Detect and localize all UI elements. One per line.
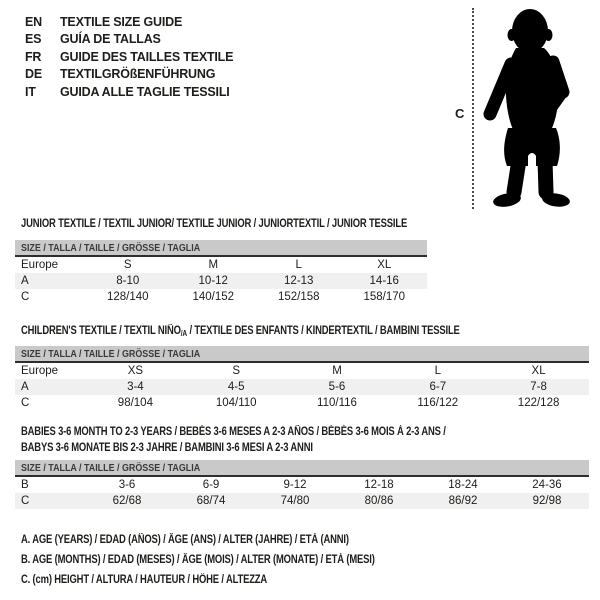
table-cell: 158/170: [363, 291, 406, 303]
table-row-height: [15, 493, 589, 509]
table-title-subscript: /A: [180, 329, 187, 338]
size-table-junior: [15, 240, 427, 305]
language-list: [25, 13, 233, 101]
table-cell: L: [295, 259, 302, 271]
table-cell: 128/140: [106, 291, 149, 303]
table-header-label: SIZE / TALLA / TAILLE / GRÖSSE / TAGLIA: [21, 461, 201, 474]
height-measure-line: [472, 8, 474, 209]
table-row-height: [15, 395, 589, 411]
table-row-europe: [15, 257, 427, 273]
table-cell: 86/92: [448, 495, 478, 507]
language-row-fr: [25, 48, 233, 66]
table-cell: 6-9: [202, 479, 220, 491]
table-cell: XL: [531, 365, 546, 377]
table-header-bar: [15, 460, 589, 475]
language-label: GUIDE DES TAILLES TEXTILE: [60, 49, 234, 64]
height-measure-label: C: [455, 106, 465, 121]
table-cell: 152/158: [277, 291, 320, 303]
table-title-text: BABIES 3-6 MONTH TO 2-3 YEARS / BEBÉS 3-6 MESES A 2-3 AÑOS / BÉBÉS 3-6 MOIS À 2-3 ANS /: [21, 426, 446, 438]
table-cell: 9-12: [283, 479, 307, 491]
row-label: B: [21, 479, 29, 491]
table-title-text: JUNIOR TEXTILE / TEXTIL JUNIOR/ TEXTILE JUNIOR / JUNIORTEXTIL / JUNIOR TESSILE: [21, 218, 408, 230]
table-cell: 122/128: [517, 397, 560, 409]
table-cell: S: [232, 365, 241, 377]
table-cell: 10-12: [198, 275, 228, 287]
table-cell: 104/110: [215, 397, 257, 409]
table-title-children: [21, 323, 460, 340]
size-table-children: [15, 346, 589, 411]
silhouette-head: [512, 9, 548, 53]
table-cell: 18-24: [448, 479, 478, 491]
table-header-bar: [15, 240, 427, 255]
table-row-age: [15, 379, 589, 395]
language-code: FR: [25, 49, 42, 64]
table-title-text: CHILDREN'S TEXTILE / TEXTIL NIÑO: [21, 325, 181, 337]
row-label: A: [21, 381, 29, 393]
language-code: IT: [25, 84, 36, 99]
legend-age-months: B. AGE (MONTHS) / EDAD (MESES) / ÂGE (MOIS) / ALTER (MONATE) / ETÀ (MESI): [21, 554, 375, 566]
table-row-height: [15, 289, 427, 305]
legend-height: C. (cm) HEIGHT / ALTURA / HAUTEUR / HÖHE / ALTEZZA: [21, 574, 268, 586]
table-title-text: / TEXTILE DES ENFANTS / KINDERTEXTIL / BAMBINI TESSILE: [186, 325, 460, 337]
table-cell: 8-10: [116, 275, 140, 287]
language-label: TEXTILGRÖßENFÜHRUNG: [60, 67, 216, 82]
table-cell: S: [123, 259, 132, 271]
language-row-de: [25, 66, 233, 84]
table-cell: M: [332, 365, 342, 377]
size-table-babies: [15, 460, 589, 509]
language-label: GUÍA DE TALLAS: [60, 32, 161, 47]
table-cell: L: [434, 365, 441, 377]
language-code: EN: [25, 14, 42, 29]
table-cell: 98/104: [117, 397, 153, 409]
table-cell: 6-7: [429, 381, 447, 393]
table-header-bar: [15, 346, 589, 361]
row-label: A: [21, 275, 29, 287]
language-label: GUIDA ALLE TAGLIE TESSILI: [60, 84, 230, 99]
table-cell: 3-6: [118, 479, 136, 491]
row-label: Europe: [21, 365, 59, 377]
table-cell: 12-13: [284, 275, 314, 287]
legend-age-years: A. AGE (YEARS) / EDAD (AÑOS) / ÂGE (ANS) / ALTER (JAHRE) / ETÀ (ANNI): [21, 534, 349, 546]
language-row-it: [25, 83, 233, 101]
row-label: C: [21, 291, 30, 303]
table-cell: 14-16: [369, 275, 399, 287]
table-row-europe: [15, 363, 589, 379]
table-cell: 5-6: [328, 381, 346, 393]
table-cell: 110/116: [317, 397, 357, 409]
language-code: DE: [25, 67, 42, 82]
table-cell: 68/74: [196, 495, 226, 507]
table-cell: 12-18: [364, 479, 394, 491]
language-code: ES: [25, 32, 42, 47]
table-row-age: [15, 273, 427, 289]
table-row-months: [15, 477, 589, 493]
table-title-babies: [21, 424, 446, 456]
table-cell: 92/98: [532, 495, 562, 507]
language-row-es: [25, 31, 233, 49]
table-cell: XS: [127, 365, 144, 377]
table-cell: 116/122: [417, 397, 459, 409]
table-cell: 24-36: [532, 479, 562, 491]
table-cell: 3-4: [127, 381, 144, 393]
table-cell: 140/152: [192, 291, 235, 303]
table-cell: 4-5: [227, 381, 245, 393]
table-cell: 62/68: [112, 495, 142, 507]
row-label: C: [21, 397, 30, 409]
table-cell: 74/80: [280, 495, 310, 507]
table-title-junior: [21, 216, 407, 233]
table-cell: 80/86: [364, 495, 394, 507]
row-label: Europe: [21, 259, 59, 271]
table-header-label: SIZE / TALLA / TAILLE / GRÖSSE / TAGLIA: [21, 241, 201, 254]
table-cell: 7-8: [530, 381, 547, 393]
table-header-label: SIZE / TALLA / TAILLE / GRÖSSE / TAGLIA: [21, 347, 201, 360]
table-cell: XL: [377, 259, 392, 271]
table-cell: M: [208, 259, 219, 271]
language-label: TEXTILE SIZE GUIDE: [60, 14, 183, 29]
table-title-line2: BABYS 3-6 MONATE BIS 2-3 JAHRE / BAMBINI 3-6 MESI A 2-3 ANNI: [21, 442, 313, 454]
toddler-silhouette-image: [483, 4, 597, 212]
row-label: C: [21, 495, 30, 507]
language-row-en: [25, 13, 233, 31]
